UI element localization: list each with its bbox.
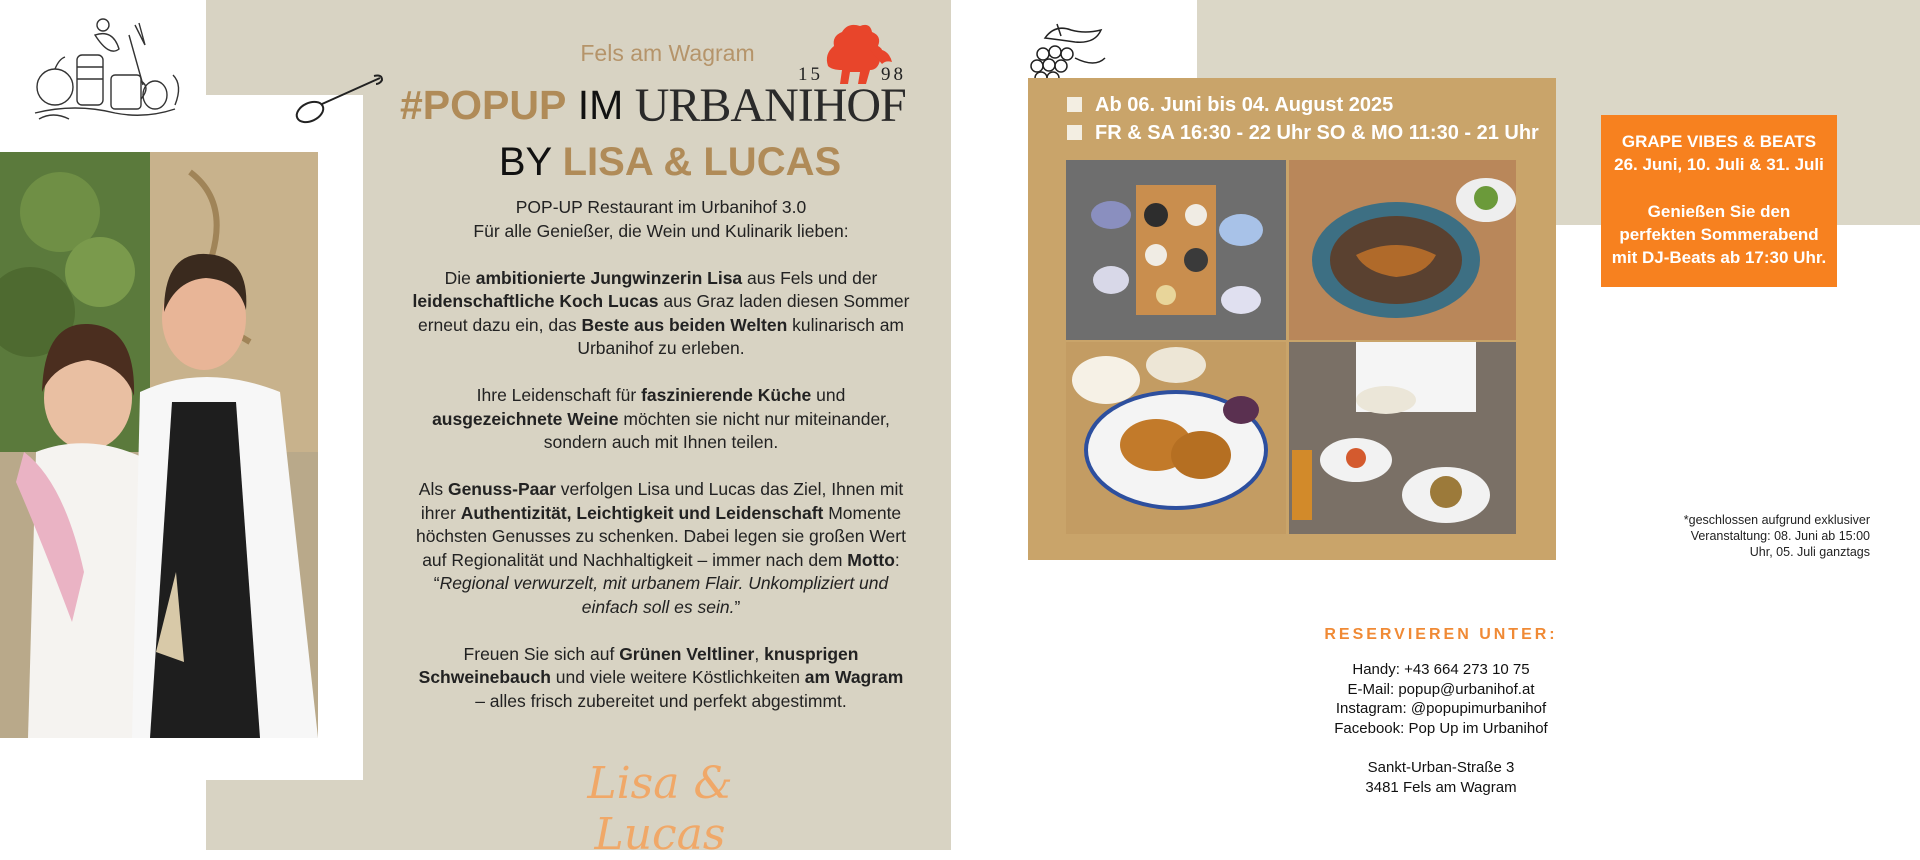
intro-line-2: Für alle Genießer, die Wein und Kulinarik lieben: [473,220,849,241]
paragraph-food: Freuen Sie sich auf Grünen Veltliner, knusprigen Schweinebauch und viele weitere Köstlichkeiten am Wagram – alles frisch zubereitet und perfekt abgestimmt. [418,643,904,711]
headline-im-word: IM [577,82,624,128]
contact-info [1290,660,1592,738]
closed-note: *geschlossen aufgrund exklusiver Veranstaltung: 08. Juni ab 15:00 Uhr, 05. Juli ganztags [1683,513,1870,559]
paragraph-invitation: Die ambitionierte Jungwinzerin Lisa aus Fels und der leidenschaftliche Koch Lucas aus Graz laden diesen Sommer erneut dazu ein, das Beste aus beiden Welten kulinarisch am Urbanihof zu erleben. [412,267,910,358]
event-title: GRAPE VIBES & BEATS [1621,132,1817,151]
signature: Lisa & Lucas [587,758,733,860]
opening-hours-text: FR & SA 16:30 - 22 Uhr SO & MO 11:30 - 21 Uhr [1095,122,1539,144]
couple-photo [0,152,318,738]
intro-paragraph [412,196,910,243]
crest-year-right: 98 [881,64,906,85]
contact-facebook: Facebook: Pop Up im Urbanihof [1334,719,1548,737]
contact-phone: Handy: +43 664 273 10 75 [1352,661,1530,678]
headline-popup [400,78,940,133]
date-range-row [1067,94,1393,117]
headline-names-word: LISA & LUCAS [562,140,842,184]
location-label: Fels am Wagram [580,40,755,66]
event-message-line-1: Genießen Sie den [1647,202,1791,221]
contact-instagram: Instagram: @popupimurbanihof [1335,700,1547,717]
contact-email: E-Mail: popup@urbanihof.at [1347,680,1535,698]
event-message-line-2: perfekten Sommerabend [1619,225,1819,244]
paragraph-passion: Ihre Leidenschaft für faszinierende Küche und ausgezeichnete Weine möchten sie nicht nur miteinander, sondern auch mit Ihnen teilen. [432,385,890,452]
event-message [1601,200,1837,269]
vegetables-illustration-icon [25,15,190,125]
crest-year-left: 15 [798,64,823,85]
intro-line-1: POP-UP Restaurant im Urbanihof 3.0 [515,197,807,217]
address-street: Sankt-Urban-Straße 3 [1367,759,1515,776]
paragraph-motto: Als Genuss-Paar verfolgen Lisa und Lucas das Ziel, Ihnen mit ihrer Authentizität, Leichtigkeit und Leidenschaft Momente höchsten Genusses zu schenken. Dabei legen sie großen Wert auf Regionalität und Nachhaltigkeit – immer nach dem Motto: “Regional verwurzelt, mit urbanem Flair. Unkompliziert und einfach soll es sein.” [416,479,906,617]
body-text [412,196,910,737]
square-bullet-icon [1067,125,1082,140]
urbanihof-logo-text: URBANIHOF [634,79,906,132]
headline-names [400,140,940,185]
address-city: 3481 Fels am Wagram [1365,778,1517,796]
food-photo-collage [1066,160,1516,534]
event-message-line-3: mit DJ-Beats ab 17:30 Uhr. [1611,248,1827,267]
reserve-heading: RESERVIEREN UNTER: [1324,626,1558,643]
headline-by-word: BY [498,140,552,184]
spoon-illustration-icon [292,72,387,127]
date-range-text: Ab 06. Juni bis 04. August 2025 [1095,94,1394,116]
square-bullet-icon [1067,97,1082,112]
address [1290,758,1592,797]
event-dates: 26. Juni, 10. Juli & 31. Juli [1614,155,1824,174]
headline-popup-word: #POPUP [400,82,567,128]
opening-hours-row [1067,122,1539,145]
event-box [1601,115,1837,287]
